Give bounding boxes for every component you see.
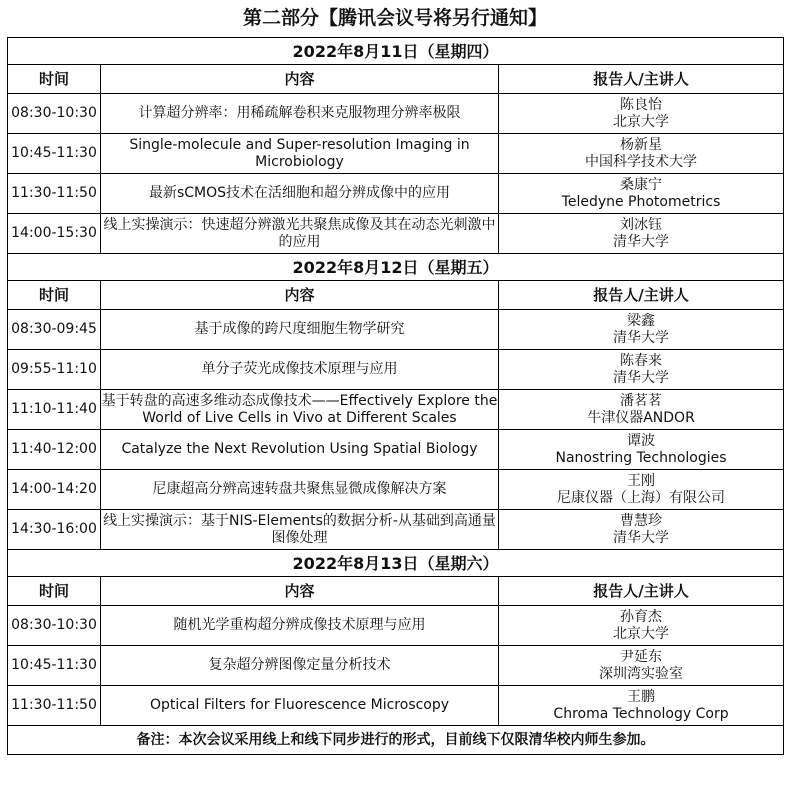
speaker-name: 王刚 — [627, 472, 656, 489]
session-time: 11:10-11:40 — [8, 390, 101, 430]
day-date: 2022年8月11日（星期四） — [8, 38, 784, 65]
session-row — [8, 94, 784, 134]
day-date: 2022年8月13日（星期六） — [8, 550, 784, 577]
session-row — [8, 646, 784, 686]
speaker-org: 清华大学 — [613, 529, 670, 546]
col-header-content: 内容 — [101, 65, 499, 94]
session-content: 最新sCMOS技术在活细胞和超分辨成像中的应用 — [101, 174, 499, 214]
schedule-table — [7, 37, 784, 755]
session-speaker — [499, 510, 784, 550]
session-speaker — [499, 646, 784, 686]
session-row — [8, 686, 784, 726]
speaker-org: Nanostring Technologies — [555, 449, 727, 466]
speaker-org: 尼康仪器（上海）有限公司 — [557, 489, 726, 506]
session-time: 11:30-11:50 — [8, 686, 101, 726]
speaker-name: 尹延东 — [620, 648, 663, 665]
session-time: 11:40-12:00 — [8, 430, 101, 470]
speaker-org: 牛津仪器ANDOR — [587, 409, 695, 426]
session-content: Optical Filters for Fluorescence Microscopy — [101, 686, 499, 726]
speaker-org: 清华大学 — [613, 233, 670, 250]
session-speaker — [499, 606, 784, 646]
speaker-name: 王鹏 — [627, 688, 656, 705]
session-content: 基于成像的跨尺度细胞生物学研究 — [101, 310, 499, 350]
session-row — [8, 606, 784, 646]
session-time: 10:45-11:30 — [8, 646, 101, 686]
session-content: 尼康超高分辨高速转盘共聚焦显微成像解决方案 — [101, 470, 499, 510]
speaker-org: Teledyne Photometrics — [561, 193, 721, 210]
session-speaker — [499, 470, 784, 510]
footnote: 备注：本次会议采用线上和线下同步进行的形式，目前线下仅限清华校内师生参加。 — [8, 726, 784, 755]
speaker-org: 清华大学 — [613, 369, 670, 386]
session-speaker — [499, 430, 784, 470]
session-row — [8, 390, 784, 430]
session-content: Catalyze the Next Revolution Using Spatial Biology — [101, 430, 499, 470]
speaker-name: 曹慧珍 — [620, 512, 663, 529]
day-date: 2022年8月12日（星期五） — [8, 254, 784, 281]
session-speaker — [499, 350, 784, 390]
session-content: 线上实操演示：基于NIS-Elements的数据分析-从基础到高通量图像处理 — [101, 510, 499, 550]
speaker-org: 北京大学 — [613, 113, 670, 130]
session-speaker — [499, 686, 784, 726]
session-speaker — [499, 174, 784, 214]
session-content: 基于转盘的高速多维动态成像技术——Effectively Explore the World of Live Cells in Vivo at Different Scales — [101, 390, 499, 430]
session-row — [8, 174, 784, 214]
session-row — [8, 510, 784, 550]
col-header-time: 时间 — [8, 65, 101, 94]
session-time: 14:00-15:30 — [8, 214, 101, 254]
col-header-content: 内容 — [101, 577, 499, 606]
speaker-name: 刘冰钰 — [620, 216, 663, 233]
speaker-org: 深圳湾实验室 — [599, 665, 684, 682]
speaker-name: 梁鑫 — [627, 312, 656, 329]
session-time: 10:45-11:30 — [8, 134, 101, 174]
session-row — [8, 214, 784, 254]
session-speaker — [499, 134, 784, 174]
speaker-name: 陈春来 — [620, 352, 663, 369]
speaker-org: Chroma Technology Corp — [553, 705, 729, 722]
session-time: 08:30-10:30 — [8, 94, 101, 134]
session-row — [8, 134, 784, 174]
col-header-content: 内容 — [101, 281, 499, 310]
session-time: 14:00-14:20 — [8, 470, 101, 510]
speaker-name: 潘茗茗 — [620, 392, 663, 409]
page-title: 第二部分【腾讯会议号将另行通知】 — [242, 7, 547, 29]
session-row — [8, 350, 784, 390]
session-row — [8, 470, 784, 510]
col-header-speaker: 报告人/主讲人 — [499, 65, 784, 94]
speaker-org: 北京大学 — [613, 625, 670, 642]
speaker-org: 中国科学技术大学 — [585, 153, 698, 170]
session-time: 08:30-10:30 — [8, 606, 101, 646]
session-content: 线上实操演示：快速超分辨激光共聚焦成像及其在动态光刺激中的应用 — [101, 214, 499, 254]
session-speaker — [499, 94, 784, 134]
session-row — [8, 310, 784, 350]
session-time: 11:30-11:50 — [8, 174, 101, 214]
speaker-name: 谭波 — [627, 432, 656, 449]
speaker-name: 孙育杰 — [620, 608, 663, 625]
session-speaker — [499, 310, 784, 350]
col-header-speaker: 报告人/主讲人 — [499, 577, 784, 606]
speaker-org: 清华大学 — [613, 329, 670, 346]
session-time: 09:55-11:10 — [8, 350, 101, 390]
session-time: 08:30-09:45 — [8, 310, 101, 350]
col-header-speaker: 报告人/主讲人 — [499, 281, 784, 310]
session-speaker — [499, 214, 784, 254]
speaker-name: 陈良怡 — [620, 96, 663, 113]
session-row — [8, 430, 784, 470]
session-content: Single-molecule and Super-resolution Imaging in Microbiology — [101, 134, 499, 174]
col-header-time: 时间 — [8, 577, 101, 606]
speaker-name: 桑康宁 — [620, 176, 663, 193]
session-time: 14:30-16:00 — [8, 510, 101, 550]
session-content: 随机光学重构超分辨成像技术原理与应用 — [101, 606, 499, 646]
session-content: 计算超分辨率：用稀疏解卷积来克服物理分辨率极限 — [101, 94, 499, 134]
speaker-name: 杨新星 — [620, 136, 663, 153]
session-speaker — [499, 390, 784, 430]
col-header-time: 时间 — [8, 281, 101, 310]
session-content: 单分子荧光成像技术原理与应用 — [101, 350, 499, 390]
session-content: 复杂超分辨图像定量分析技术 — [101, 646, 499, 686]
